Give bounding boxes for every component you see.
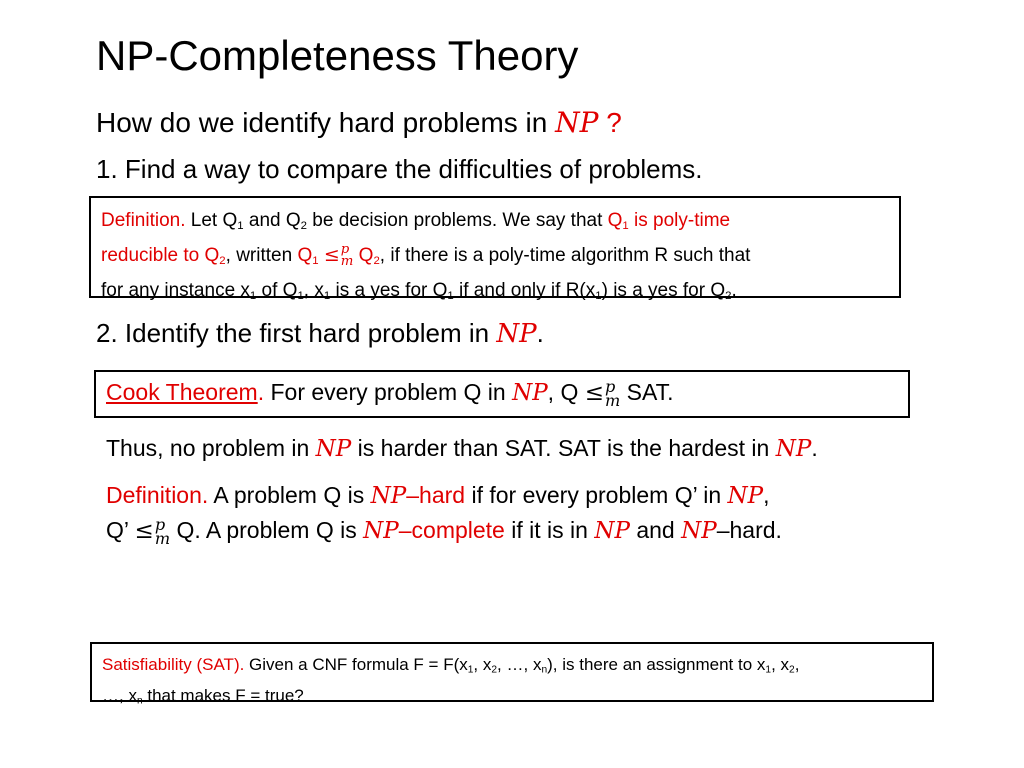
def-text: if it is in bbox=[504, 517, 595, 543]
cook-dot: . bbox=[257, 379, 265, 405]
sat-text: ), is there an assignment to x bbox=[547, 655, 766, 674]
np-class-symbol: NP bbox=[315, 436, 352, 462]
subscript: 2 bbox=[789, 664, 795, 676]
sat-definition-box bbox=[90, 642, 934, 707]
question-text: How do we identify hard problems in bbox=[96, 107, 548, 138]
def-text: A problem Q is bbox=[208, 482, 371, 508]
sat-label: Satisfiability (SAT). bbox=[102, 655, 245, 674]
def-text: , bbox=[763, 482, 770, 508]
step-2-text: 2. Identify the first hard problem in bbox=[96, 318, 497, 348]
leq-sub: m bbox=[154, 529, 171, 548]
sat-text: , …, x bbox=[497, 655, 542, 674]
subscript: 1 bbox=[249, 289, 257, 302]
sat-text: , bbox=[794, 655, 800, 674]
subscript: n bbox=[541, 664, 548, 676]
step-1: 1. Find a way to compare the difficulties of problems. bbox=[96, 154, 703, 184]
def-text: if and only if R(x bbox=[453, 279, 596, 301]
def-text: , x bbox=[303, 279, 324, 301]
np-class-symbol: NP bbox=[555, 106, 599, 139]
def-highlight: Q bbox=[297, 244, 313, 266]
definition2-line-2 bbox=[106, 513, 782, 548]
slide-title: NP-Completeness Theory bbox=[96, 32, 579, 79]
leq-sign: ≤ bbox=[584, 380, 605, 406]
def-highlight: is poly-time bbox=[628, 210, 731, 231]
sat-text: , x bbox=[771, 655, 790, 674]
subscript: 2 bbox=[373, 254, 380, 267]
cook-text: , Q bbox=[547, 379, 585, 405]
def-highlight: Q bbox=[607, 210, 623, 231]
def-text: –hard. bbox=[716, 517, 782, 543]
def-highlight: reducible to Q bbox=[101, 244, 220, 266]
leq-sub: m bbox=[605, 391, 621, 410]
def-text: and bbox=[629, 517, 682, 543]
def-text: ) is a yes for Q bbox=[601, 279, 726, 301]
definition-np-hard bbox=[106, 478, 782, 548]
cook-text: SAT. bbox=[620, 379, 674, 405]
def-text: Q. A problem Q is bbox=[170, 517, 364, 543]
subscript: 1 bbox=[595, 289, 602, 302]
question-line bbox=[96, 106, 622, 139]
conclusion-text: . bbox=[811, 435, 818, 461]
definition-label: Definition. bbox=[101, 210, 186, 231]
def-text: if for every problem Q’ in bbox=[465, 482, 728, 508]
question-mark: ? bbox=[598, 107, 622, 138]
conclusion-text: Thus, no problem in bbox=[106, 435, 316, 461]
np-complete-term: –complete bbox=[398, 517, 505, 543]
conclusion-line bbox=[106, 435, 818, 462]
sat-line-2 bbox=[102, 683, 922, 714]
cook-text: For every problem Q in bbox=[264, 379, 513, 405]
subscript: 2 bbox=[491, 664, 498, 676]
definition-line-3 bbox=[101, 276, 889, 311]
def-text: be decision problems. We say that bbox=[307, 210, 608, 231]
def-text: . bbox=[731, 279, 737, 301]
sat-text: Given a CNF formula F = F(x bbox=[244, 655, 468, 674]
definition-line-2 bbox=[101, 241, 889, 276]
step-2 bbox=[96, 318, 544, 349]
def-text: for any instance x bbox=[101, 279, 250, 301]
reduction-symbol bbox=[134, 514, 171, 548]
leq-sup: p bbox=[154, 514, 166, 534]
subscript: 1 bbox=[237, 219, 244, 232]
step-2-end: . bbox=[536, 318, 544, 348]
def-text: , written bbox=[225, 244, 298, 266]
cook-theorem-box bbox=[94, 370, 910, 418]
np-hard-term: –hard bbox=[406, 482, 466, 508]
definition2-line-1 bbox=[106, 478, 782, 513]
subscript: 1 bbox=[447, 289, 454, 302]
def-text: is a yes for Q bbox=[330, 279, 448, 301]
leq-sign: ≤ bbox=[134, 518, 154, 544]
sat-text: …, x bbox=[102, 685, 137, 705]
np-class-symbol: NP bbox=[363, 518, 399, 544]
np-class-symbol: NP bbox=[727, 483, 764, 509]
reduction-symbol bbox=[584, 376, 621, 410]
def-text: of Q bbox=[256, 279, 298, 301]
subscript: 2 bbox=[725, 289, 732, 302]
definition-label: Definition. bbox=[106, 482, 209, 508]
subscript: 1 bbox=[622, 219, 629, 232]
subscript: 1 bbox=[312, 254, 319, 267]
np-class-symbol: NP bbox=[775, 436, 812, 462]
sat-text: , x bbox=[473, 655, 492, 674]
def-text: and Q bbox=[243, 210, 301, 231]
subscript: 1 bbox=[323, 289, 331, 302]
conclusion-text: is harder than SAT. SAT is the hardest in bbox=[351, 435, 776, 461]
def-highlight: Q bbox=[353, 244, 374, 266]
definition-box bbox=[89, 196, 901, 302]
leq-sign: ≤ bbox=[323, 243, 340, 266]
def-text: , if there is a poly-time algorithm R such that bbox=[379, 244, 751, 266]
np-class-symbol: NP bbox=[496, 319, 537, 349]
sat-text: that makes F = true? bbox=[142, 685, 304, 705]
np-class-symbol: NP bbox=[512, 380, 548, 406]
leq-sup: p bbox=[605, 376, 616, 396]
definition-line-1 bbox=[101, 206, 889, 241]
np-class-symbol: NP bbox=[681, 518, 717, 544]
cook-theorem-link[interactable]: Cook Theorem bbox=[106, 379, 258, 405]
def-text: Let Q bbox=[190, 210, 238, 231]
subscript: 1 bbox=[467, 664, 474, 676]
np-class-symbol: NP bbox=[594, 518, 630, 544]
leq-sup: p bbox=[340, 241, 350, 257]
subscript: 2 bbox=[219, 254, 226, 267]
sat-line-1 bbox=[102, 652, 922, 683]
subscript: 1 bbox=[765, 664, 772, 676]
subscript: 2 bbox=[300, 219, 307, 232]
subscript: n bbox=[136, 695, 143, 707]
leq-sub: m bbox=[340, 253, 354, 269]
subscript: 1 bbox=[297, 289, 304, 302]
np-class-symbol: NP bbox=[370, 483, 407, 509]
reduction-symbol bbox=[323, 241, 354, 269]
def-text: Q’ bbox=[106, 517, 135, 543]
